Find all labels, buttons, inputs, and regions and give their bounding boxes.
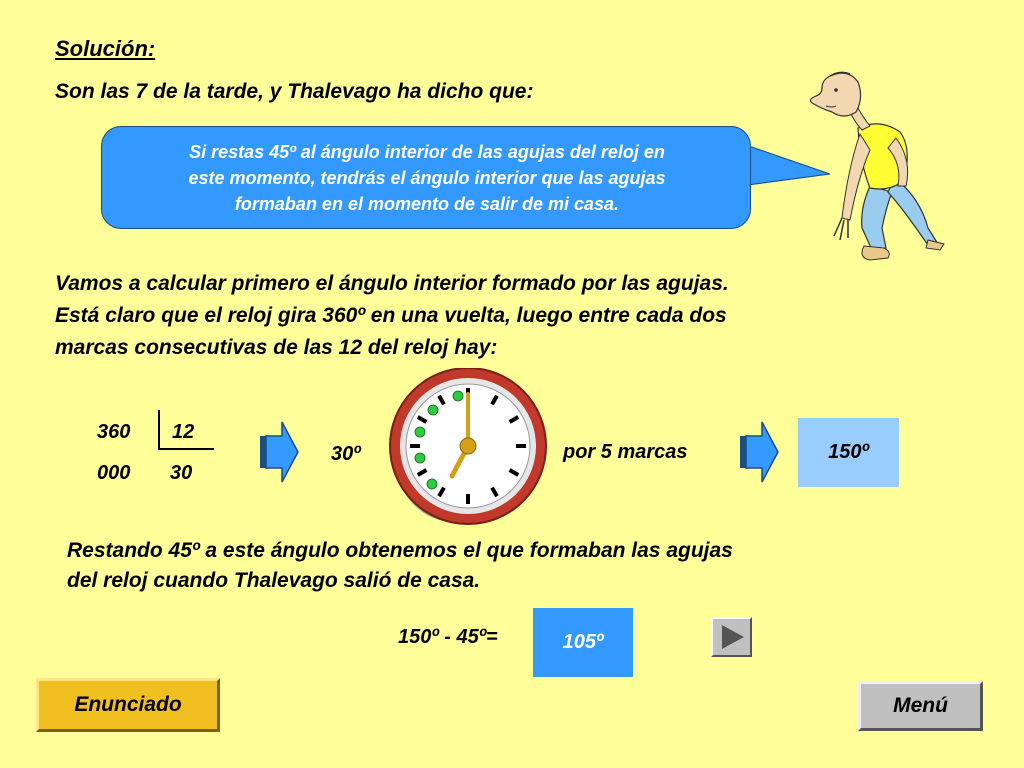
paragraph-line: Está claro que el reloj gira 360º en una vuelta, luego entre cada dos [55,304,727,327]
division-vertical-line [158,410,160,448]
division-quotient: 30 [170,462,193,484]
thalevago-character [800,68,950,268]
total-angle-box: 150º [798,418,899,487]
bubble-line: Si restas 45º al ángulo interior de las agujas del reloj en [189,142,665,162]
paragraph-line: Vamos a calcular primero el ángulo interior formado por las agujas. [55,272,729,295]
right-arrow-icon [258,418,300,486]
final-angle-box: 105º [533,608,633,677]
division-remainder: 000 [97,462,131,484]
page-title: Solución: [55,36,156,61]
bubble-line: formaban en el momento de salir de mi casa. [234,194,620,214]
menu-button[interactable]: Menú [858,681,983,731]
paragraph-line: del reloj cuando Thalevago salió de casa. [67,569,481,592]
subtraction-calculation: 150º - 45º= [398,626,498,648]
enunciado-button[interactable]: Enunciado [36,678,220,732]
subtraction-paragraph [67,536,733,596]
play-button[interactable] [711,617,752,657]
paragraph-line: marcas consecutivas de las 12 del reloj hay: [55,336,498,359]
clock-icon [382,368,554,528]
division-dividend: 360 [97,421,131,443]
speech-bubble-text [102,139,752,217]
explanation-paragraph [55,268,729,364]
division-horizontal-line [158,448,214,450]
bubble-line: este momento, tendrás el ángulo interior que las agujas [188,168,666,188]
right-arrow-icon [738,418,780,486]
intro-text: Son las 7 de la tarde, y Thalevago ha dicho que: [55,80,534,103]
paragraph-line: Restando 45º a este ángulo obtenemos el que formaban las agujas [67,539,733,562]
marks-multiplier-text: por 5 marcas [563,441,688,463]
play-icon [713,619,750,655]
degrees-per-mark: 30º [331,443,361,465]
speech-bubble [101,126,751,229]
division-divisor: 12 [172,421,195,443]
